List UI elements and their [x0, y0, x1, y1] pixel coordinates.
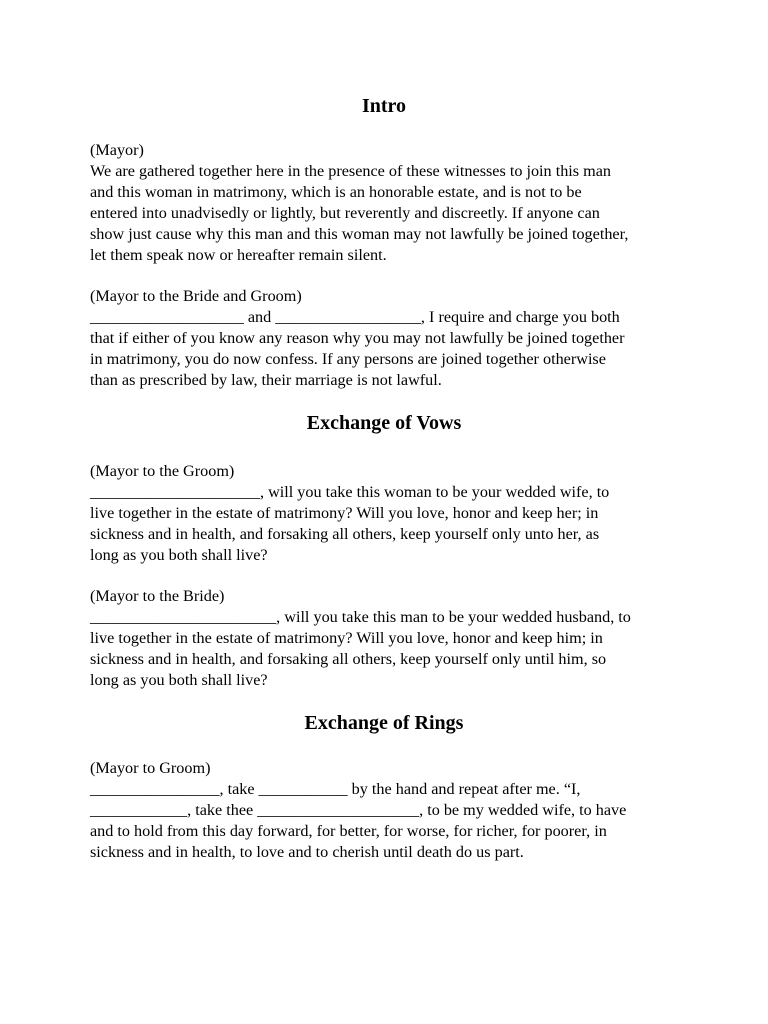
text-line: long as you both shall live?	[90, 546, 268, 564]
text-line: _____________________, will you take this woman to be your wedded wife, to	[90, 483, 610, 501]
section-heading-vows: Exchange of Vows	[306, 412, 462, 434]
text-line: ___________________ and __________________, I require and charge you both	[90, 308, 620, 326]
text-line: live together in the estate of matrimony? Will you love, honor and keep her; in	[90, 504, 599, 522]
speaker-label: (Mayor to Groom)	[90, 759, 211, 777]
text-line: that if either of you know any reason why you may not lawfully be joined together	[90, 329, 625, 347]
text-line: sickness and in health, and forsaking all others, keep yourself only until him, so	[90, 650, 607, 668]
text-line: sickness and in health, and forsaking all others, keep yourself only unto her, as	[90, 525, 600, 543]
text-line: and this woman in matrimony, which is an honorable estate, and is not to be	[90, 183, 582, 201]
text-line: sickness and in health, to love and to cherish until death do us part.	[90, 843, 524, 861]
text-line: entered into unadvisedly or lightly, but reverently and discreetly. If anyone can	[90, 204, 600, 222]
text-line: ____________, take thee ____________________, to be my wedded wife, to have	[90, 801, 627, 819]
text-line: long as you both shall live?	[90, 671, 268, 689]
section-heading-intro: Intro	[361, 95, 407, 117]
speaker-label: (Mayor to the Bride and Groom)	[90, 287, 302, 305]
speaker-label: (Mayor to the Bride)	[90, 587, 225, 605]
text-line: _______________________, will you take this man to be your wedded husband, to	[90, 608, 631, 626]
text-line: We are gathered together here in the presence of these witnesses to join this man	[90, 162, 612, 180]
text-line: in matrimony, you do now confess. If any persons are joined together otherwise	[90, 350, 606, 368]
section-heading-rings: Exchange of Rings	[304, 712, 464, 734]
text-line: than as prescribed by law, their marriage is not lawful.	[90, 371, 442, 389]
text-line: ________________, take ___________ by the hand and repeat after me. “I,	[90, 780, 581, 798]
text-line: live together in the estate of matrimony? Will you love, honor and keep him; in	[90, 629, 603, 647]
speaker-label: (Mayor)	[90, 141, 144, 159]
text-line: let them speak now or hereafter remain silent.	[90, 246, 387, 264]
text-line: and to hold from this day forward, for better, for worse, for richer, for poorer, in	[90, 822, 607, 840]
text-line: show just cause why this man and this woman may not lawfully be joined together,	[90, 225, 629, 243]
speaker-label: (Mayor to the Groom)	[90, 462, 235, 480]
